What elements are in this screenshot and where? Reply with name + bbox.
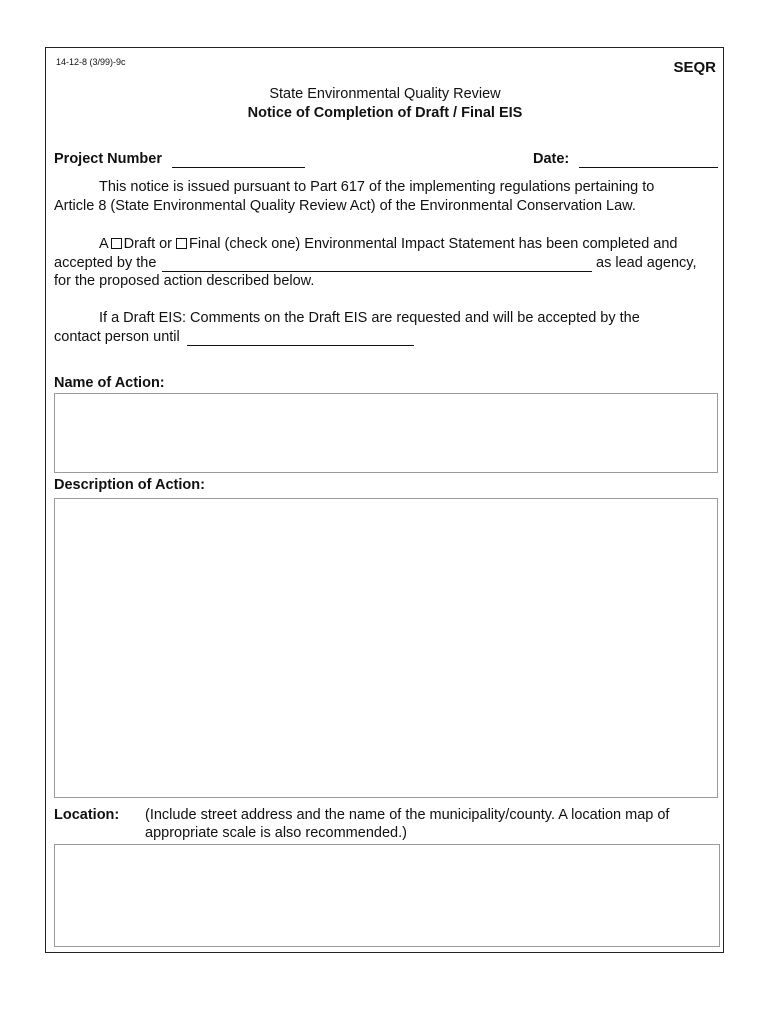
form-title: State Environmental Quality Review — [269, 86, 501, 102]
lead-agency-field[interactable] — [162, 271, 592, 272]
accepted-by-label: accepted by the — [54, 255, 157, 271]
date-label: Date: — [533, 151, 570, 167]
comment-deadline-field[interactable] — [187, 345, 414, 346]
date-field[interactable] — [579, 167, 718, 168]
name-of-action-label: Name of Action: — [54, 375, 165, 391]
draft-label: Draft or — [123, 236, 173, 252]
project-number-label: Project Number — [54, 151, 162, 167]
eis-type-line — [99, 236, 677, 252]
lead-agency-suffix: as lead agency, — [596, 255, 697, 271]
seqr-label: SEQR — [673, 59, 716, 76]
description-of-action-box[interactable] — [54, 498, 718, 798]
name-of-action-box[interactable] — [54, 393, 718, 473]
form-subtitle: Notice of Completion of Draft / Final EIS — [247, 105, 523, 121]
location-hint-2: appropriate scale is also recommended.) — [145, 825, 407, 841]
project-number-field[interactable] — [172, 167, 305, 168]
form-code: 14-12-8 (3/99)-9c — [56, 57, 126, 67]
location-hint-1: (Include street address and the name of the municipality/county. A location map of — [145, 807, 670, 823]
final-label: Final (check one) Environmental Impact Statement has been completed and — [189, 236, 678, 252]
proposed-action-line: for the proposed action described below. — [54, 273, 315, 289]
description-of-action-label: Description of Action: — [54, 477, 205, 493]
eis-type-prefix: A — [99, 236, 109, 252]
location-label: Location: — [54, 807, 120, 823]
comments-line-2: contact person until — [54, 329, 180, 345]
draft-checkbox[interactable] — [111, 238, 122, 249]
notice-line-2: Article 8 (State Environmental Quality Review Act) of the Environmental Conservation Law. — [54, 198, 636, 214]
comments-line-1: If a Draft EIS: Comments on the Draft EIS are requested and will be accepted by the — [99, 310, 640, 326]
final-checkbox[interactable] — [176, 238, 187, 249]
notice-line-1: This notice is issued pursuant to Part 617 of the implementing regulations pertaining to — [99, 179, 655, 195]
location-box[interactable] — [54, 844, 720, 947]
